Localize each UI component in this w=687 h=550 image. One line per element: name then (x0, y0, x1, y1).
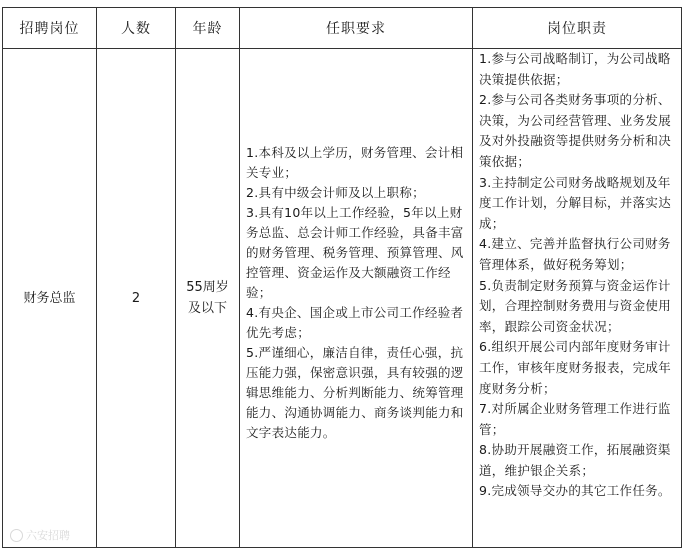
cell-count: 2 (131, 290, 141, 306)
watermark-logo-icon (10, 529, 23, 542)
requirement-item: 3.具有10年以上工作经验，5年以上财务总监、总会计师工作经验，具备丰富的财务管理、税务管理、预算管理、风控管理、资金运作及大额融资工作经验； (246, 205, 464, 300)
cell-age (176, 49, 239, 547)
duty-item: 9.完成领导交办的其它工作任务。 (479, 483, 671, 499)
header-requirements: 任职要求 (326, 21, 386, 37)
age-line-1: 55周岁 (186, 280, 229, 295)
watermark-text: 六安招聘 (26, 529, 70, 542)
requirement-item: 4.有央企、国企或上市公司工作经验者优先考虑； (246, 305, 464, 340)
duty-item: 7.对所属企业财务管理工作进行监管； (479, 401, 671, 437)
duties-list (479, 49, 675, 502)
duty-item: 3.主持制定公司财务战略规划及年度工作计划，分解目标，并落实达成； (479, 174, 672, 231)
requirement-item: 2.具有中级会计师及以上职称； (246, 185, 425, 200)
watermark (10, 527, 70, 543)
header-duties: 岗位职责 (547, 21, 607, 37)
duty-item: 1.参与公司战略制订，为公司战略决策提供依据； (479, 51, 671, 87)
duty-item: 5.负责制定财务预算与资金运作计划，合理控制财务费用与资金使用率，跟踪公司资金状况； (479, 277, 672, 334)
duty-item: 4.建立、完善并监督执行公司财务管理体系，做好税务筹划； (479, 236, 671, 272)
header-count: 人数 (121, 21, 151, 37)
requirement-item: 1.本科及以上学历，财务管理、会计相关专业； (246, 145, 464, 180)
header-age: 年龄 (192, 21, 223, 37)
header-position: 招聘岗位 (19, 21, 80, 37)
duty-item: 6.组织开展公司内部年度财务审计工作，审核年度财务报表，完成年度财务分析； (479, 339, 672, 396)
col-divider-4 (472, 8, 473, 547)
age-line-2: 及以下 (187, 301, 227, 316)
duty-item: 8.协助开展融资工作，拓展融资渠道，维护银企关系； (479, 442, 671, 478)
requirement-item: 5.严谨细心，廉洁自律，责任心强，抗压能力强，保密意识强，具有较强的逻辑思维能力、分析判断能力、统筹管理能力、沟通协调能力、商务谈判能力和文字表达能力。 (246, 345, 464, 440)
cell-position: 财务总监 (23, 290, 76, 306)
col-divider-3 (239, 8, 240, 547)
requirements-list (246, 143, 468, 443)
job-table (2, 7, 682, 548)
duty-item: 2.参与公司各类财务事项的分析、决策，为公司经营管理、业务发展及对外投融资等提供财务分析和决策依据； (479, 92, 672, 169)
